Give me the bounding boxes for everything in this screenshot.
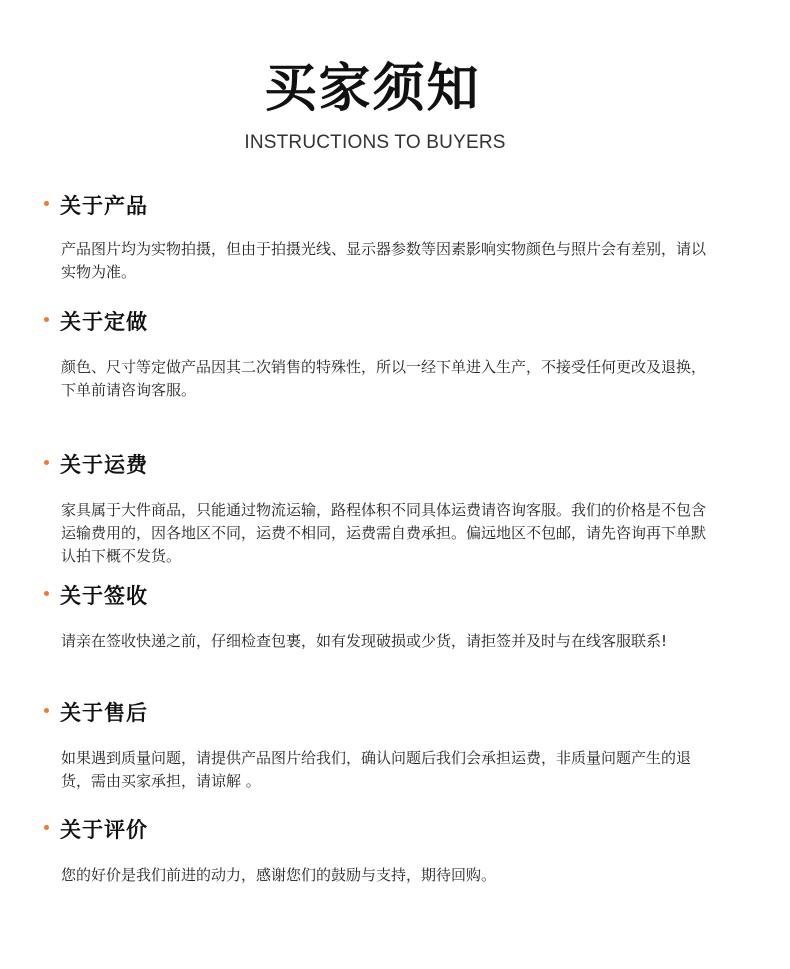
bullet-dot-icon xyxy=(44,460,49,465)
bullet-dot-icon xyxy=(44,317,49,322)
section-title: 关于产品 xyxy=(60,194,148,218)
section-body: 颜色、尺寸等定做产品因其二次销售的特殊性，所以一经下单进入生产，不接受任何更改及退换，下单前请咨询客服。 xyxy=(61,358,707,399)
section-title: 关于运费 xyxy=(60,453,148,477)
section-body: 您的好价是我们前进的动力，感谢您们的鼓励与支持，期待回购。 xyxy=(61,866,497,884)
section-heading xyxy=(44,698,148,728)
section-body: 如果遇到质量问题，请提供产品图片给我们，确认问题后我们会承担运费，非质量问题产生的退货，需由买家承担，请谅解 。 xyxy=(61,749,692,790)
section-body: 家具属于大件商品，只能通过物流运输，路程体积不同具体运费请咨询客服。我们的价格是不包含运输费用的，因各地区不同，运费不相同，运费需自费承担。偏远地区不包邮，请先咨询再下单默认拍下概不发货。 xyxy=(61,501,707,565)
section-title: 关于定做 xyxy=(60,310,148,334)
bullet-dot-icon xyxy=(44,825,49,830)
page-subtitle: INSTRUCTIONS TO BUYERS xyxy=(244,132,506,153)
section-heading xyxy=(44,450,148,480)
bullet-dot-icon xyxy=(44,201,49,206)
section-heading xyxy=(44,307,148,337)
bullet-dot-icon xyxy=(44,591,49,596)
section-title: 关于售后 xyxy=(60,701,148,725)
page-title: 买家须知 xyxy=(264,59,481,119)
section-heading xyxy=(44,581,148,611)
section-title: 关于签收 xyxy=(60,584,148,608)
section-heading xyxy=(44,815,148,845)
bullet-dot-icon xyxy=(44,708,49,713)
section-body: 产品图片均为实物拍摄，但由于拍摄光线、显示器参数等因素影响实物颜色与照片会有差别，请以实物为准。 xyxy=(61,240,707,281)
section-heading xyxy=(44,191,148,221)
section-body: 请亲在签收快递之前，仔细检查包裹，如有发现破损或少货，请拒签并及时与在线客服联系! xyxy=(61,632,668,650)
section-title: 关于评价 xyxy=(60,818,148,842)
